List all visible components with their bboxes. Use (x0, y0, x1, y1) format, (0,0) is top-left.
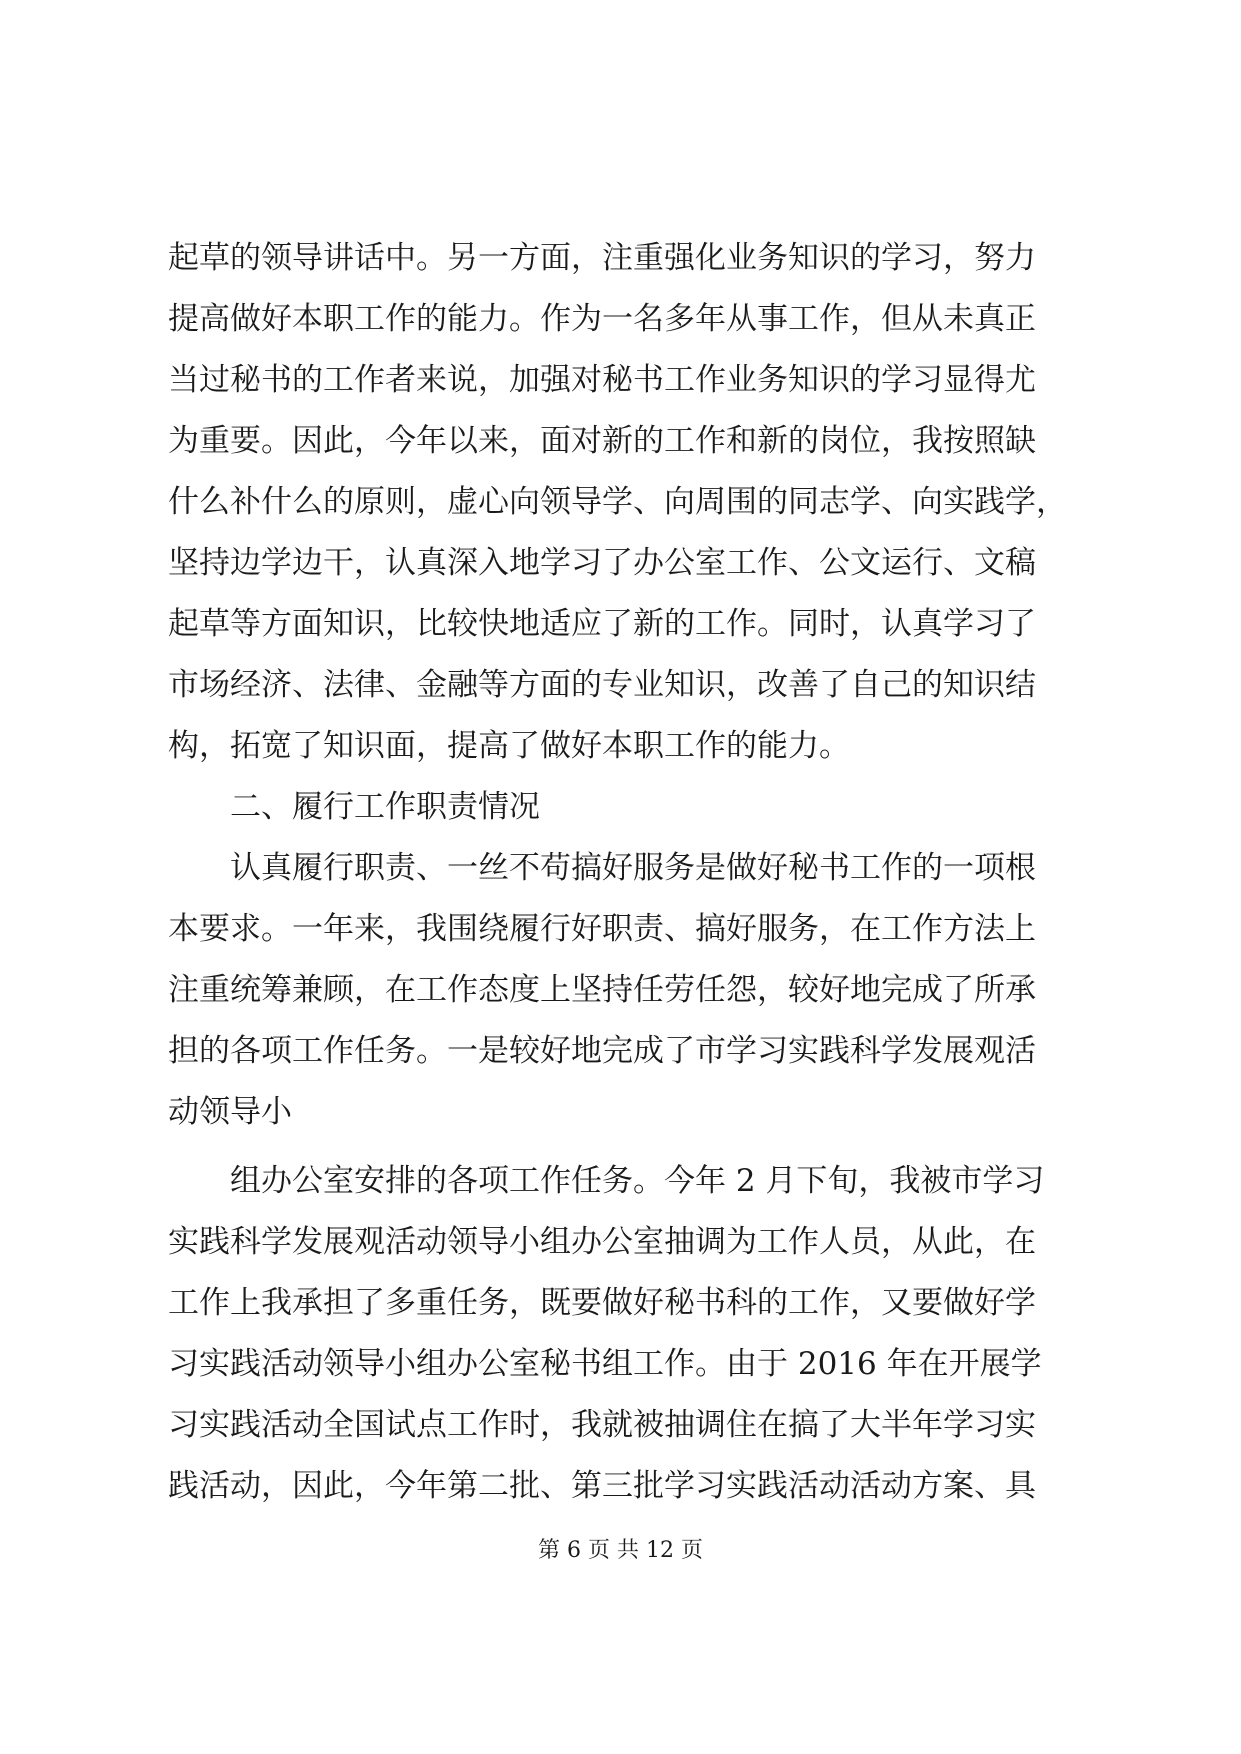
text-line: 注重统筹兼顾，在工作态度上坚持任劳任怨，较好地完成了所承 (168, 972, 1036, 1008)
text-line: 什么补什么的原则，虚心向领导学、向周围的同志学、向实践学， (168, 484, 1067, 520)
page-footer: 第 6 页 共 12 页 (538, 1538, 703, 1563)
text-line: 起草等方面知识，比较快地适应了新的工作。同时，认真学习了 (168, 606, 1036, 642)
text-line: 习实践活动领导小组办公室秘书组工作。由于 2016 年在开展学 (168, 1346, 1042, 1382)
text-line: 习实践活动全国试点工作时，我就被抽调住在搞了大半年学习实 (168, 1407, 1036, 1443)
text-line: 起草的领导讲话中。另一方面，注重强化业务知识的学习，努力 (168, 240, 1036, 276)
text-line: 为重要。因此，今年以来，面对新的工作和新的岗位，我按照缺 (168, 423, 1036, 459)
text-line: 实践科学发展观活动领导小组办公室抽调为工作人员，从此，在 (168, 1224, 1036, 1260)
text-line: 当过秘书的工作者来说，加强对秘书工作业务知识的学习显得尤 (168, 362, 1036, 398)
text-line: 担的各项工作任务。一是较好地完成了市学习实践科学发展观活 (168, 1033, 1036, 1069)
text-line: 认真履行职责、一丝不苟搞好服务是做好秘书工作的一项根 (230, 850, 1036, 886)
text-line: 构，拓宽了知识面，提高了做好本职工作的能力。 (168, 728, 850, 764)
text-line: 工作上我承担了多重任务，既要做好秘书科的工作，又要做好学 (168, 1285, 1036, 1321)
text-line: 坚持边学边干，认真深入地学习了办公室工作、公文运行、文稿 (168, 545, 1036, 581)
text-line: 二、履行工作职责情况 (230, 789, 540, 825)
text-line: 本要求。一年来，我围绕履行好职责、搞好服务，在工作方法上 (168, 911, 1036, 947)
document-body (168, 228, 1078, 1517)
text-line: 践活动，因此，今年第二批、第三批学习实践活动活动方案、具 (168, 1468, 1036, 1504)
text-line: 组办公室安排的各项工作任务。今年 2 月下旬，我被市学习 (230, 1163, 1045, 1199)
text-line: 市场经济、法律、金融等方面的专业知识，改善了自己的知识结 (168, 667, 1036, 703)
text-line: 提高做好本职工作的能力。作为一名多年从事工作，但从未真正 (168, 301, 1036, 337)
text-line: 动领导小 (168, 1094, 292, 1130)
